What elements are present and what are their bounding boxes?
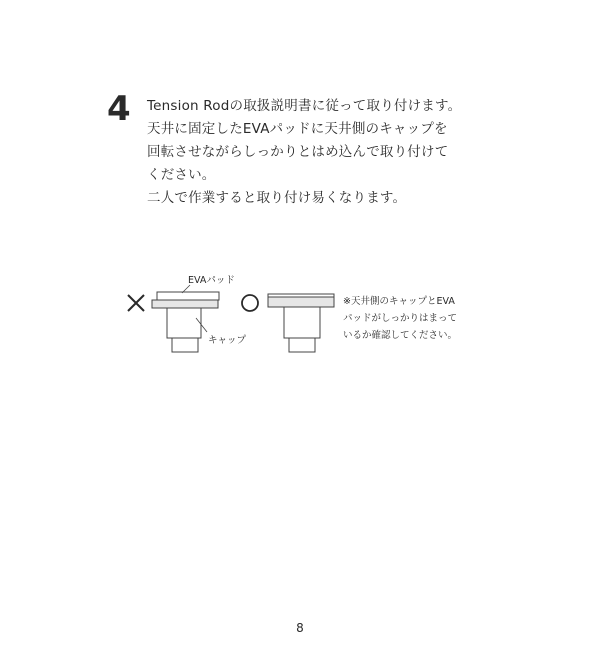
correct-mark-icon [242, 295, 258, 311]
step-instructions [147, 95, 507, 210]
note [343, 293, 457, 344]
step-number: 4 [107, 89, 131, 129]
wrong-mark-icon [128, 295, 144, 311]
correct-example-figure [268, 294, 334, 352]
instruction-line: 天井に固定したEVAパッドに天井側のキャップを [147, 121, 448, 137]
instruction-line: 二人で作業すると取り付け易くなります。 [147, 190, 407, 206]
page-number: 8 [296, 621, 304, 635]
eva-pad-label: EVAパッド [188, 275, 235, 286]
cap-label: キャップ [208, 335, 247, 346]
note-line: いるか確認してください。 [343, 330, 458, 341]
instruction-line: 回転させながらしっかりとはめ込んで取り付けて [147, 144, 449, 160]
instruction-line: ください。 [147, 167, 216, 183]
installation-diagram [0, 260, 600, 370]
note-line: ※天井側のキャップとEVA [343, 296, 455, 307]
instruction-line: Tension Rodの取扱説明書に従って取り付けます。 [147, 98, 462, 114]
note-line: パッドがしっかりはまって [343, 313, 458, 324]
